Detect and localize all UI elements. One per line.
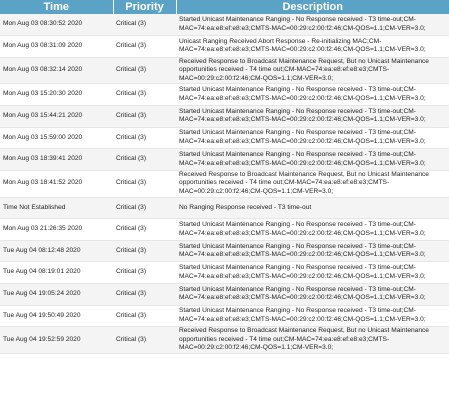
event-priority-cell: Critical (3) <box>113 219 176 241</box>
event-priority-cell: Critical (3) <box>113 149 176 171</box>
table-row <box>0 84 449 106</box>
column-header-time[interactable]: Time <box>0 0 113 14</box>
event-description-cell: Started Unicast Maintenance Ranging - No Response received - T3 time-out;CM-MAC=74:ea:e8:ef:e8:e3;CMTS-MAC=00:29:c2:00:f2:46;CM-QOS=1.1;CM-VER=3.0; <box>176 305 449 327</box>
event-time-cell: Tue Aug 04 08:12:48 2020 <box>0 240 113 262</box>
event-priority-cell: Critical (3) <box>113 284 176 306</box>
table-row <box>0 127 449 149</box>
event-priority-cell: Critical (3) <box>113 305 176 327</box>
event-description-cell: Received Response to Broadcast Maintenance Request, But no Unicast Maintenance opportunities received - T4 time out;CM-MAC=74:ea:e8:ef:e8:e3;CMTS-MAC=00:29:c2:00:f2:46;CM-QOS=1.1;CM-VER=3.0; <box>176 327 449 354</box>
event-priority-cell: Critical (3) <box>113 327 176 354</box>
table-row <box>0 170 449 197</box>
event-description-cell: Started Unicast Maintenance Ranging - No Response received - T3 time-out;CM-MAC=74:ea:e8:ef:e8:e3;CMTS-MAC=00:29:c2:00:f2:46;CM-QOS=1.1;CM-VER=3.0; <box>176 106 449 128</box>
event-description-cell: Started Unicast Maintenance Ranging - No Response received - T3 time-out;CM-MAC=74:ea:e8:ef:e8:e3;CMTS-MAC=00:29:c2:00:f2:46;CM-QOS=1.1;CM-VER=3.0; <box>176 14 449 36</box>
event-time-cell: Time Not Established <box>0 197 113 219</box>
event-time-cell: Tue Aug 04 19:50:49 2020 <box>0 305 113 327</box>
table-row <box>0 57 449 84</box>
event-description-cell: Received Response to Broadcast Maintenance Request, But no Unicast Maintenance opportunities received - T4 time out;CM-MAC=74:ea:e8:ef:e8:e3;CMTS-MAC=00:29:c2:00:f2:46;CM-QOS=1.1;CM-VER=3.0; <box>176 57 449 84</box>
event-time-cell: Mon Aug 03 08:32:14 2020 <box>0 57 113 84</box>
event-description-cell: Started Unicast Maintenance Ranging - No Response received - T3 time-out;CM-MAC=74:ea:e8:ef:e8:e3;CMTS-MAC=00:29:c2:00:f2:46;CM-QOS=1.1;CM-VER=3.0; <box>176 219 449 241</box>
table-row <box>0 36 449 58</box>
event-time-cell: Mon Aug 03 18:39:41 2020 <box>0 149 113 171</box>
event-time-cell: Mon Aug 03 15:44:21 2020 <box>0 106 113 128</box>
event-priority-cell: Critical (3) <box>113 262 176 284</box>
event-description-cell: Started Unicast Maintenance Ranging - No Response received - T3 time-out;CM-MAC=74:ea:e8:ef:e8:e3;CMTS-MAC=00:29:c2:00:f2:46;CM-QOS=1.1;CM-VER=3.0; <box>176 84 449 106</box>
event-priority-cell: Critical (3) <box>113 170 176 197</box>
event-time-cell: Tue Aug 04 08:19:01 2020 <box>0 262 113 284</box>
event-description-cell: Unicast Ranging Received Abort Response - Re-initializing MAC;CM-MAC=74:ea:e8:ef:e8:e3;CMTS-MAC=00:29:c2:00:f2:46;CM-QOS=1.1;CM-VER=3.0; <box>176 36 449 58</box>
header-row <box>0 0 449 14</box>
event-priority-cell: Critical (3) <box>113 106 176 128</box>
column-header-description[interactable]: Description <box>176 0 449 14</box>
event-time-cell: Mon Aug 03 08:31:09 2020 <box>0 36 113 58</box>
table-row <box>0 327 449 354</box>
table-header <box>0 0 449 14</box>
column-header-priority[interactable]: Priority <box>113 0 176 14</box>
event-priority-cell: Critical (3) <box>113 240 176 262</box>
event-priority-cell: Critical (3) <box>113 197 176 219</box>
event-description-cell: Started Unicast Maintenance Ranging - No Response received - T3 time-out;CM-MAC=74:ea:e8:ef:e8:e3;CMTS-MAC=00:29:c2:00:f2:46;CM-QOS=1.1;CM-VER=3.0; <box>176 284 449 306</box>
table-row <box>0 149 449 171</box>
event-priority-cell: Critical (3) <box>113 57 176 84</box>
table-row <box>0 14 449 36</box>
table-row <box>0 240 449 262</box>
event-description-cell: No Ranging Response received - T3 time-out <box>176 197 449 219</box>
event-description-cell: Received Response to Broadcast Maintenance Request, But no Unicast Maintenance opportunities received - T4 time out;CM-MAC=74:ea:e8:ef:e8:e3;CMTS-MAC=00:29:c2:00:f2:46;CM-QOS=1.1;CM-VER=3.0; <box>176 170 449 197</box>
event-priority-cell: Critical (3) <box>113 127 176 149</box>
table-row <box>0 219 449 241</box>
table-body <box>0 14 449 353</box>
event-priority-cell: Critical (3) <box>113 84 176 106</box>
event-time-cell: Mon Aug 03 21:26:35 2020 <box>0 219 113 241</box>
event-description-cell: Started Unicast Maintenance Ranging - No Response received - T3 time-out;CM-MAC=74:ea:e8:ef:e8:e3;CMTS-MAC=00:29:c2:00:f2:46;CM-QOS=1.1;CM-VER=3.0; <box>176 240 449 262</box>
event-time-cell: Tue Aug 04 19:52:59 2020 <box>0 327 113 354</box>
event-time-cell: Mon Aug 03 15:59:00 2020 <box>0 127 113 149</box>
table-row <box>0 106 449 128</box>
table-row <box>0 197 449 219</box>
table-row <box>0 305 449 327</box>
event-time-cell: Mon Aug 03 18:41:52 2020 <box>0 170 113 197</box>
table-row <box>0 284 449 306</box>
event-description-cell: Started Unicast Maintenance Ranging - No Response received - T3 time-out;CM-MAC=74:ea:e8:ef:e8:e3;CMTS-MAC=00:29:c2:00:f2:46;CM-QOS=1.1;CM-VER=3.0; <box>176 149 449 171</box>
event-description-cell: Started Unicast Maintenance Ranging - No Response received - T3 time-out;CM-MAC=74:ea:e8:ef:e8:e3;CMTS-MAC=00:29:c2:00:f2:46;CM-QOS=1.1;CM-VER=3.0; <box>176 127 449 149</box>
event-time-cell: Mon Aug 03 08:30:52 2020 <box>0 14 113 36</box>
table-row <box>0 262 449 284</box>
event-time-cell: Tue Aug 04 19:05:24 2020 <box>0 284 113 306</box>
event-time-cell: Mon Aug 03 15:20:30 2020 <box>0 84 113 106</box>
event-priority-cell: Critical (3) <box>113 14 176 36</box>
event-description-cell: Started Unicast Maintenance Ranging - No Response received - T3 time-out;CM-MAC=74:ea:e8:ef:e8:e3;CMTS-MAC=00:29:c2:00:f2:46;CM-QOS=1.1;CM-VER=3.0; <box>176 262 449 284</box>
event-priority-cell: Critical (3) <box>113 36 176 58</box>
